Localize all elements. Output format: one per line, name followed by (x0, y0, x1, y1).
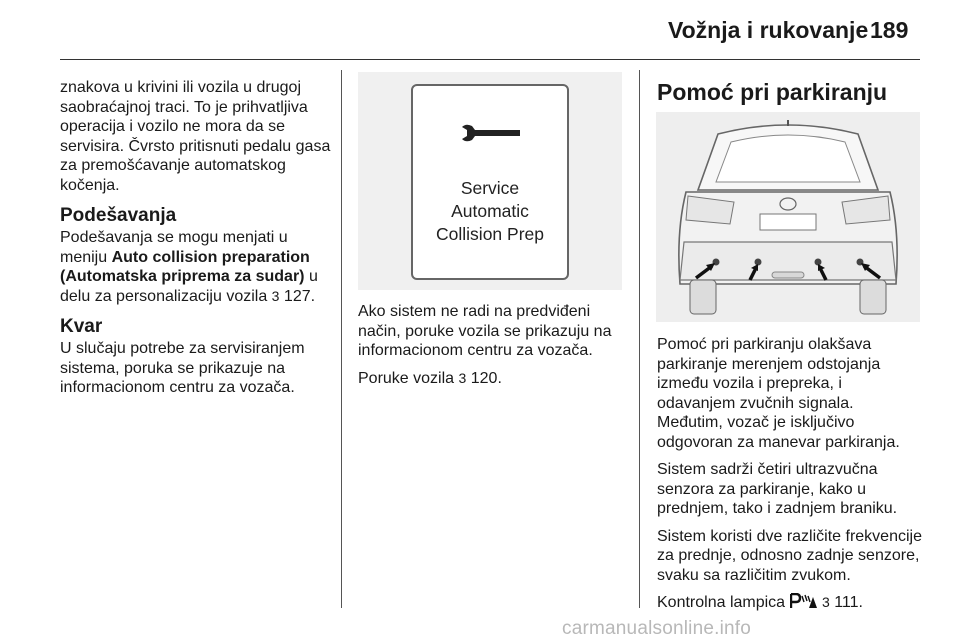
frequencies-paragraph: Sistem koristi dve različite frekvencije za prednje, odnosno zadnje senzore, svaku sa različitim zvukom. (657, 527, 922, 584)
chapter-title: Vožnja i rukovanje (668, 17, 869, 43)
page-reference: 120. (466, 369, 502, 387)
control-lamp-text: Kontrolna lampica (657, 594, 790, 611)
settings-heading: Podešavanja (60, 205, 177, 226)
wrench-icon (460, 122, 524, 144)
display-message-figure (358, 72, 622, 290)
car-rear-illustration (656, 112, 920, 322)
column-divider-2 (639, 70, 640, 608)
parking-intro-paragraph: Pomoć pri parkiranju olakšava parkiranje merenjem odstojanja između vozila i prepreka, i odavanjem zvučnih signala. Međutim, vozač je isključivo odgovoran za manevar parkiranja. (657, 336, 900, 451)
parking-assist-lamp-icon (790, 593, 818, 609)
vehicle-messages-text: Poruke vozila (358, 369, 459, 387)
display-line-2: Automatic (451, 201, 529, 221)
page-reference: 127. (279, 287, 316, 305)
display-screen (411, 84, 569, 280)
fault-paragraph: U slučaju potrebe za servisiranjem sistema, poruka se prikazuje na informacionom centru za vozača. (60, 340, 305, 396)
page-reference-icon: 3 (271, 287, 280, 304)
display-line-1: Service (460, 178, 520, 198)
settings-paragraph (60, 228, 332, 306)
intro-paragraph: znakova u krivini ili vozila u drugoj saobraćajnoj traci. To je prihvatljiva operacija i vozilo ne mora da se servisira. Čvrsto pritisnuti pedalu gasa za premošćavanje automatskog kočenja. (60, 79, 331, 194)
column-1 (60, 78, 332, 406)
header-divider (60, 59, 920, 60)
fault-section (60, 316, 332, 398)
sensors-paragraph: Sistem sadrži četiri ultrazvučna senzora za parkiranje, kako u prednjem, tako i zadnjem braniku. (657, 461, 898, 517)
column-3 (657, 335, 922, 621)
page-reference-icon: 3 (458, 369, 467, 386)
page-number: 189 (870, 17, 909, 43)
vehicle-messages-paragraph (358, 369, 620, 389)
page-header (0, 0, 960, 62)
column-divider-1 (341, 70, 342, 608)
settings-text: Podešavanja se mogu menjati u meniju (60, 229, 288, 266)
display-line-3: Collision Prep (436, 224, 544, 244)
control-lamp-paragraph (657, 593, 922, 613)
settings-section (60, 205, 332, 306)
page-reference-icon: 3 (821, 594, 830, 610)
column-2 (358, 302, 620, 396)
section-title: Pomoć pri parkiranju (657, 79, 888, 105)
menu-name: Auto collision preparation (Automatska priprema za sudar) (60, 248, 310, 285)
page-reference: 111. (829, 594, 863, 611)
watermark: carmanualsonline.info (562, 618, 752, 639)
fault-heading: Kvar (60, 316, 103, 337)
car-rear-figure (656, 112, 920, 322)
settings-text-after: u delu za personalizaciju vozila (60, 268, 318, 305)
malfunction-paragraph: Ako sistem ne radi na predviđeni način, poruke vozila se prikazuju na informacionom centru za vozača. (358, 303, 612, 359)
